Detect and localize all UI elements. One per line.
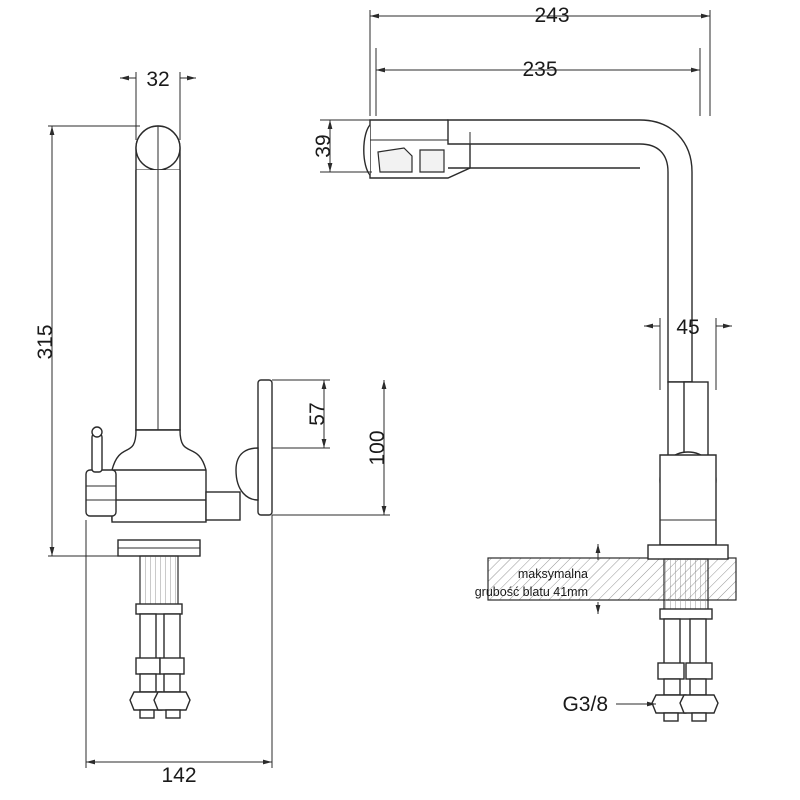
side-view-connectors xyxy=(652,619,718,721)
dim-thread-label: G3/8 xyxy=(562,693,608,716)
front-view-flange xyxy=(118,540,200,556)
side-view-arm xyxy=(448,120,692,382)
note-worktop-line1: maksymalna xyxy=(517,567,588,581)
dim-body-width: 45 xyxy=(676,316,700,339)
dim-reach-outer: 243 xyxy=(534,4,570,27)
dim-reach-inner: 235 xyxy=(522,58,558,81)
front-view-spout xyxy=(136,126,180,430)
dim-spout-head-height: 39 xyxy=(312,134,335,158)
front-view-lever xyxy=(206,380,272,520)
side-view-threaded-shank xyxy=(660,559,712,619)
front-view-body xyxy=(86,427,206,522)
dim-spout-top-width: 32 xyxy=(146,68,170,91)
dim-handle-clearance: 100 xyxy=(366,430,389,466)
side-view-group xyxy=(320,10,736,721)
note-worktop-line2: grubość blatu 41mm xyxy=(474,585,588,599)
front-view-group xyxy=(48,72,390,768)
dim-base-width: 142 xyxy=(161,764,197,787)
front-view-threaded-shank xyxy=(136,556,182,614)
side-view-column xyxy=(660,382,716,545)
dim-lever-height: 57 xyxy=(306,402,329,426)
front-view-connectors xyxy=(130,614,190,718)
dim-total-height: 315 xyxy=(34,324,57,360)
